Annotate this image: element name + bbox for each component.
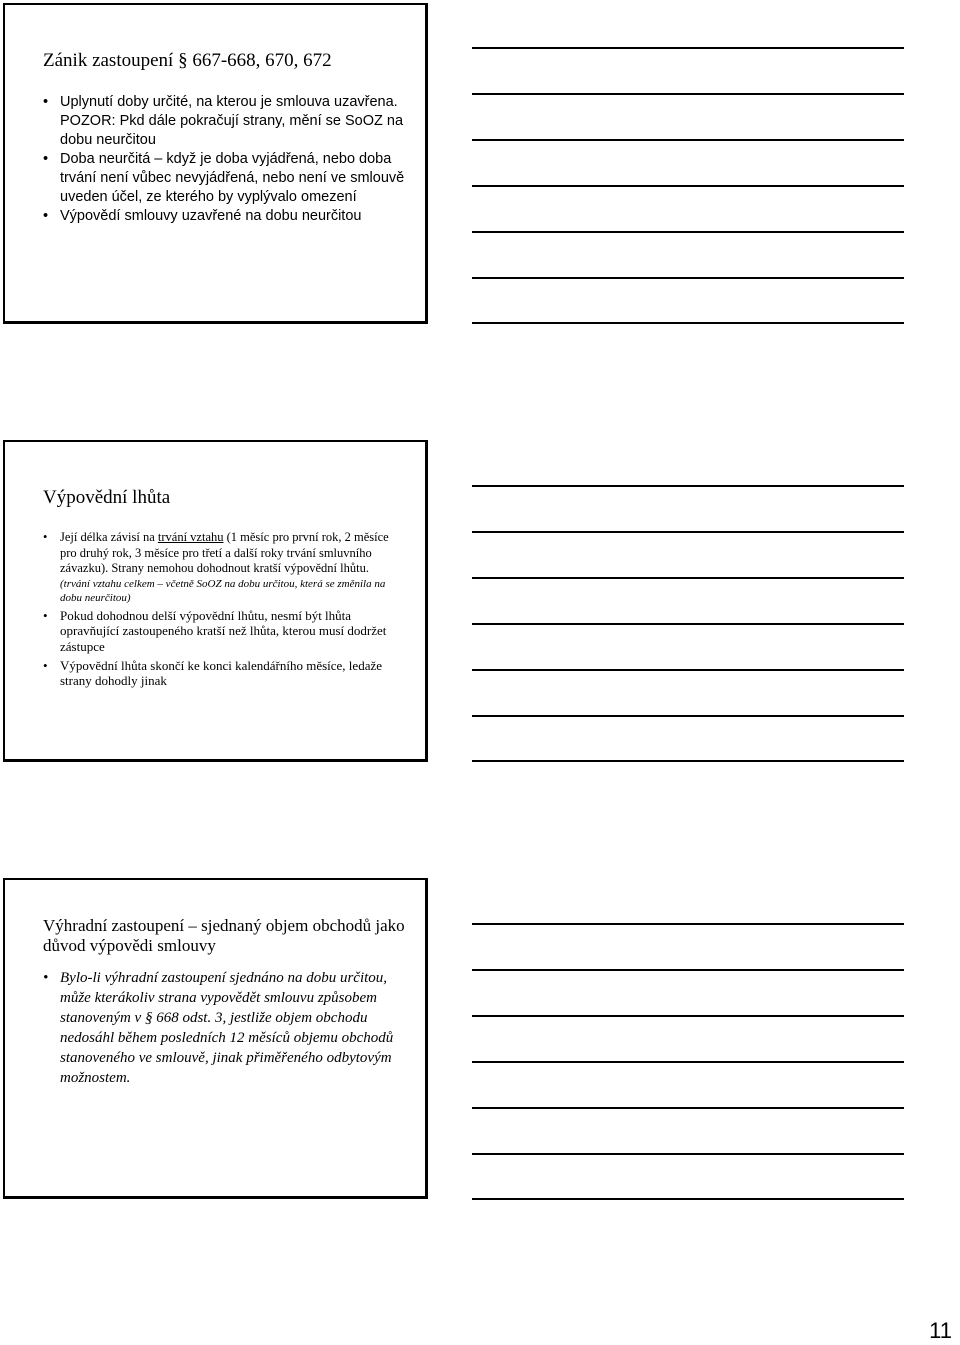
slide-2-bullet-3: • Výpovědní lhůta skončí ke konci kalendářního měsíce, ledaže strany dohodly jinak bbox=[60, 658, 405, 689]
slide-2-bullet-1 bbox=[60, 530, 405, 605]
slide-1-bullet-1: • Uplynutí doby určité, na kterou je smlouva uzavřena. POZOR: Pkd dále pokračují strany, mění se SoOZ na dobu neurčitou bbox=[60, 93, 405, 150]
slide-2-title: Výpovědní lhůta bbox=[43, 487, 171, 508]
slide-1-bullet-3: • Výpovědí smlouvy uzavřené na dobu neurčitou bbox=[60, 207, 405, 226]
slide-1-bullet-list bbox=[60, 93, 405, 226]
slide-1-bullet-2: • Doba neurčitá – když je doba vyjádřená, nebo doba trvání není vůbec nevyjádřená, nebo není ve smlouvě uveden účel, ze kterého by vyplývalo omezení bbox=[60, 150, 405, 207]
slide-3 bbox=[3, 878, 428, 1199]
slide-2-bullet-list bbox=[60, 530, 405, 689]
slide-1 bbox=[3, 3, 428, 324]
bullet-1-note: (trvání vztahu celkem – včetně SoOZ na dobu určitou, která se změnila na dobu neurčitou) bbox=[60, 577, 386, 604]
bullet-1-underlined: trvání vztahu bbox=[157, 530, 224, 544]
slide-1-title: Zánik zastoupení § 667-668, 670, 672 bbox=[43, 50, 332, 71]
slide-3-title: Výhradní zastoupení – sjednaný objem obchodů jako důvod výpovědi smlouvy bbox=[43, 916, 405, 955]
slide-2 bbox=[3, 440, 428, 762]
slide-3-bullet-1: • Bylo-li výhradní zastoupení sjednáno na dobu určitou, může kterákoliv strana vypovědět smlouvu způsobem stanoveným v § 668 odst. 3, jestliže objem obchodu nedosáhl během posledních 12 měsíců objemu obchodů stanoveného ve smlouvě, jinak přiměřeného odbytovým možnostem. bbox=[60, 968, 400, 1088]
page-number: 11 bbox=[929, 1318, 952, 1343]
slide-3-bullet-list bbox=[60, 968, 400, 1088]
bullet-1-text-rest: (1 měsíc pro první rok, 2 měsíce pro druhý rok, 3 měsíce pro třetí a další roky trvání smluvního závazku). Strany nemohou dohodnout kratší výpovědní lhůtu. bbox=[60, 530, 389, 576]
slide-2-bullet-2: • Pokud dohodnou delší výpovědní lhůtu, nesmí být lhůta opravňující zastoupeného kratší než lhůta, kterou musí dodržet zástupce bbox=[60, 608, 405, 655]
bullet-1-text: Její délka závisí na bbox=[60, 530, 158, 544]
